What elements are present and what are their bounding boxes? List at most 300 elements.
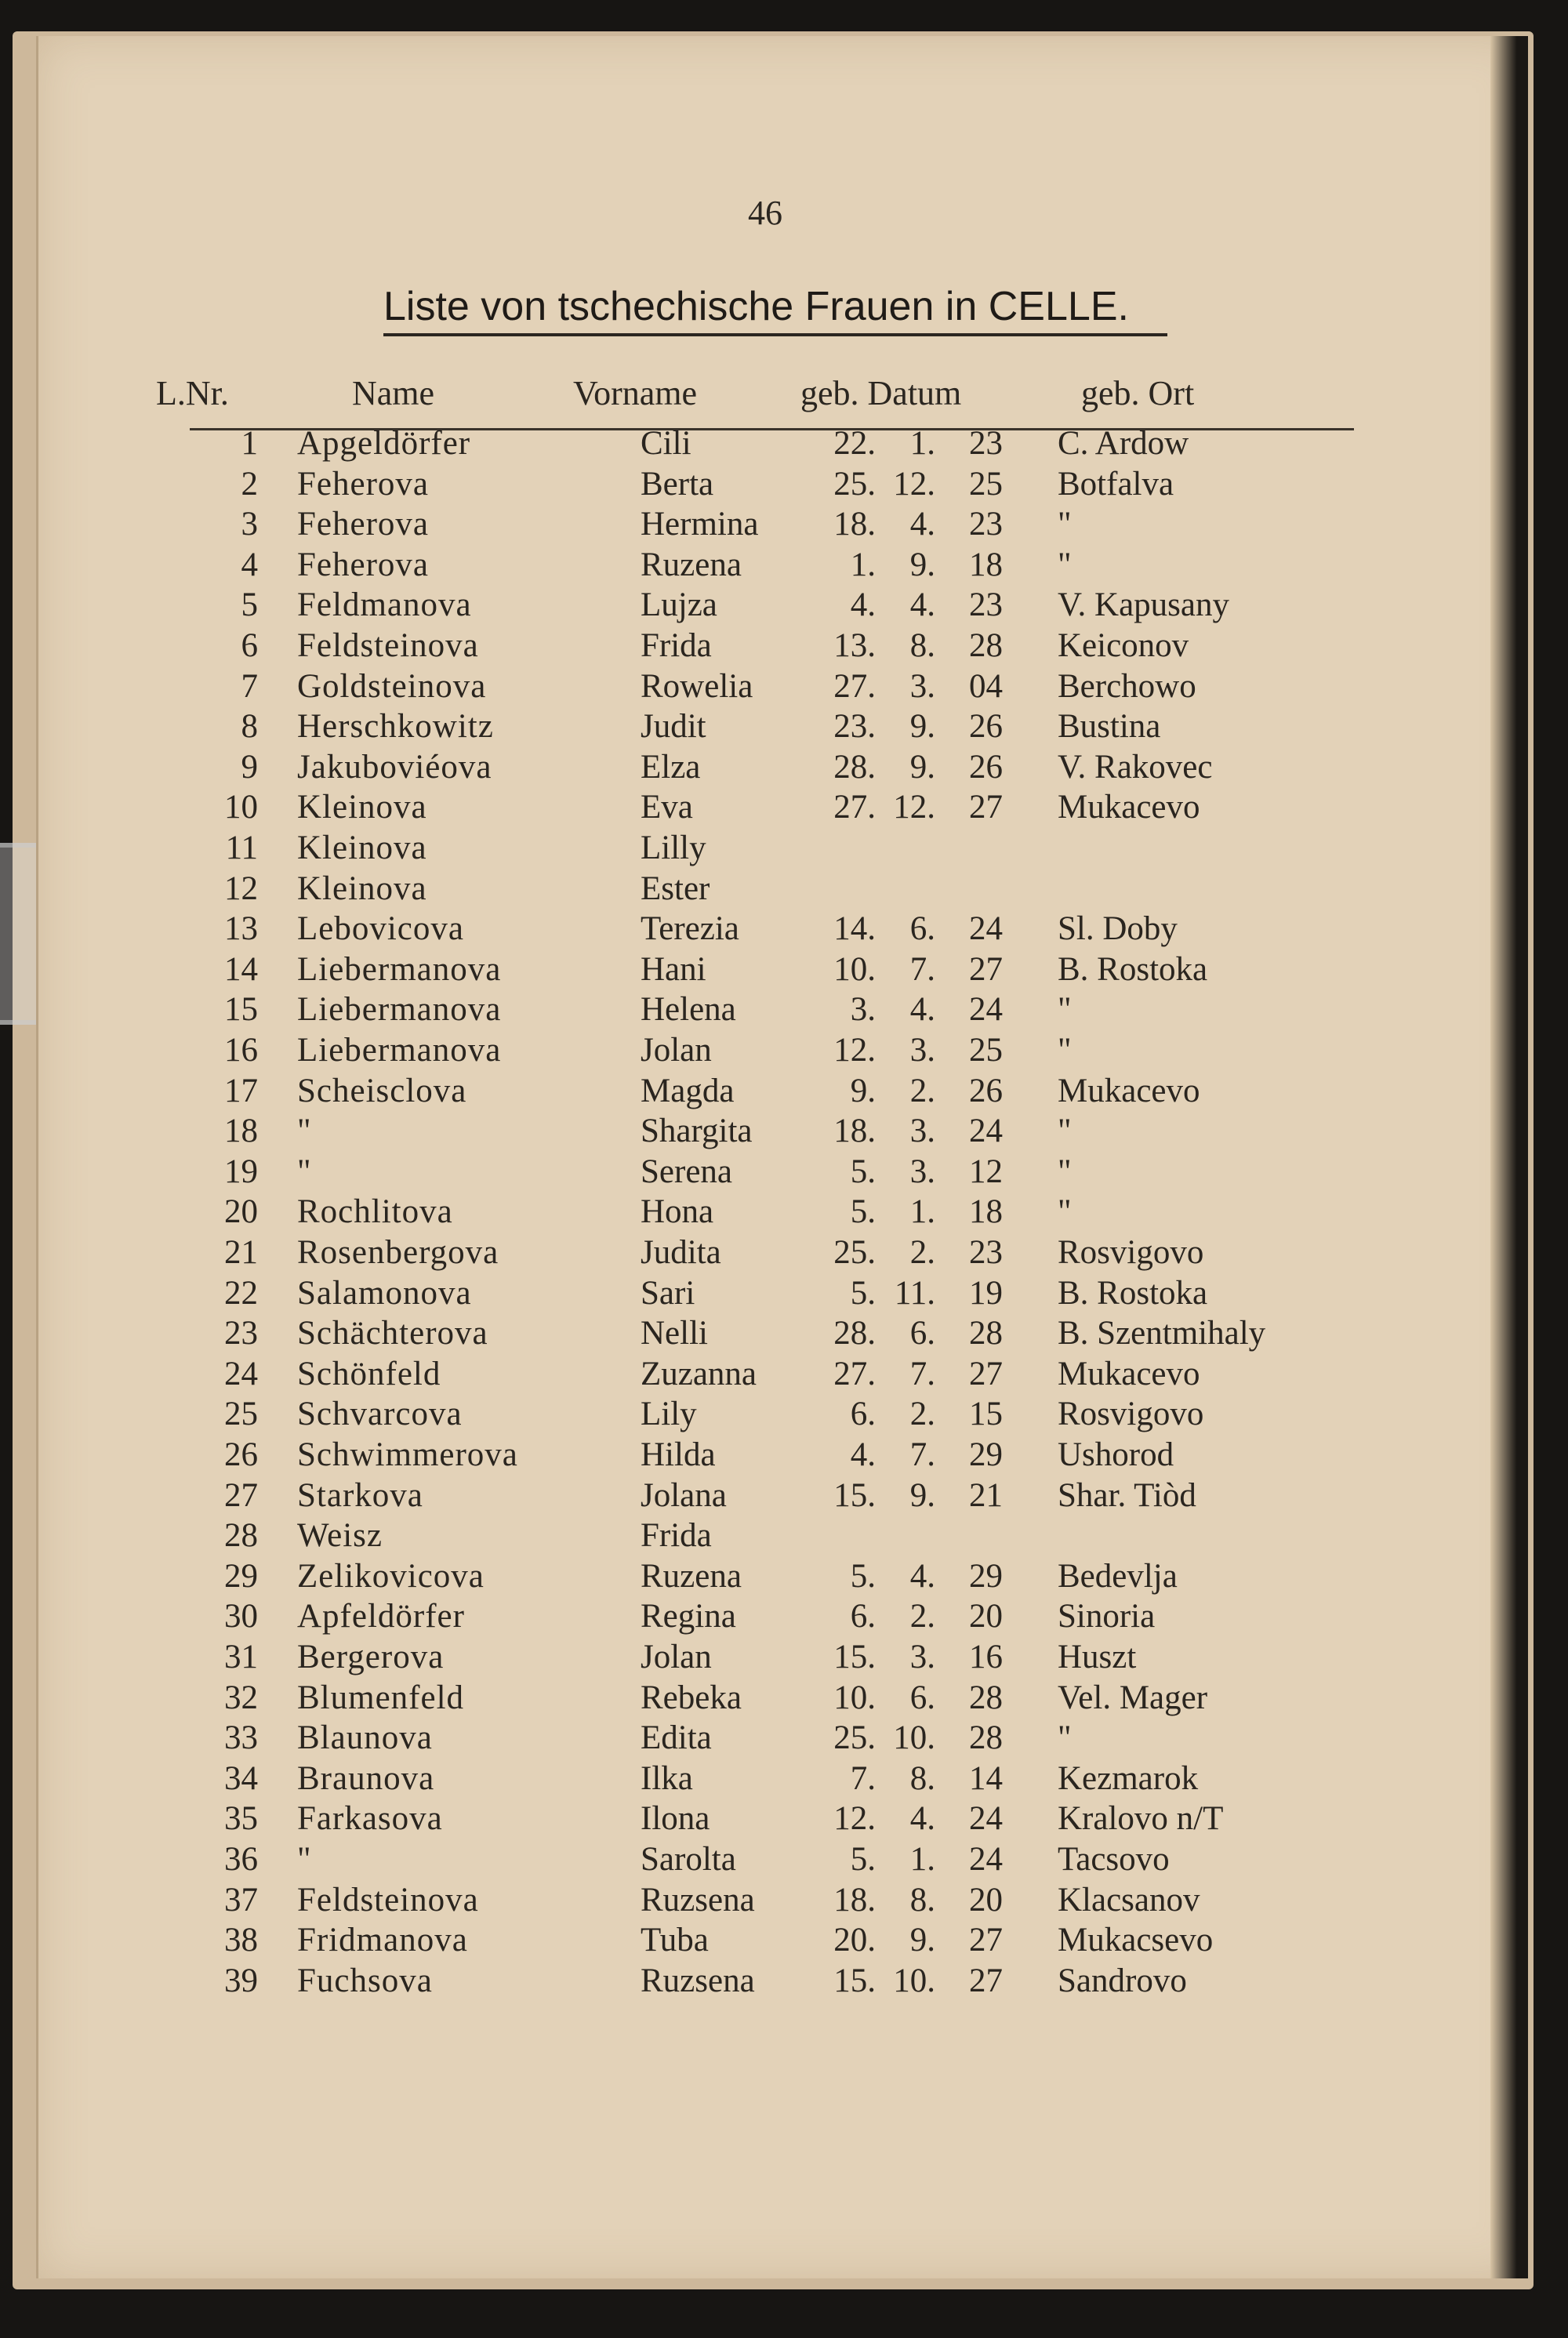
row-birth-year: 16	[969, 1639, 1003, 1675]
row-number: 22	[224, 1274, 258, 1312]
table-row	[38, 1597, 1528, 1637]
row-birth-month: 4.	[909, 586, 935, 624]
row-birth-year: 18	[969, 546, 1003, 583]
row-vorname: Judit	[641, 708, 706, 746]
row-birth-place: Rosvigovo	[1058, 1396, 1204, 1433]
row-birth-day: 5.	[850, 1557, 876, 1595]
table-row	[38, 1112, 1528, 1152]
row-name: Zelikovicova	[297, 1557, 485, 1595]
table-row	[38, 1031, 1528, 1071]
row-vorname: Ilka	[641, 1759, 693, 1797]
row-vorname: Ilona	[641, 1800, 710, 1838]
row-birth-year: 04	[969, 667, 1003, 705]
row-vorname: Ester	[641, 869, 710, 907]
row-number: 11	[225, 830, 258, 866]
row-name: Goldsteinova	[297, 667, 487, 705]
row-name: Feherova	[297, 465, 429, 503]
row-vorname: Ruzsena	[641, 1962, 755, 1999]
row-birth-place: Huszt	[1058, 1639, 1137, 1675]
row-vorname: Nelli	[641, 1315, 708, 1352]
row-birth-place: Mukacevo	[1058, 1072, 1200, 1109]
row-birth-day: 15.	[833, 1476, 876, 1514]
table-row	[38, 424, 1528, 464]
row-birth-month: 10.	[893, 1719, 935, 1757]
row-name: Schächterova	[297, 1315, 488, 1352]
row-name: Kleinova	[297, 789, 427, 826]
row-birth-year: 20	[969, 1881, 1003, 1919]
row-birth-year: 12	[969, 1153, 1003, 1190]
row-birth-place: "	[1058, 1193, 1072, 1231]
row-number: 9	[241, 748, 258, 786]
row-vorname: Shargita	[641, 1113, 753, 1150]
row-vorname: Sarolta	[641, 1841, 736, 1878]
table-row	[38, 1355, 1528, 1395]
row-vorname: Cili	[641, 425, 691, 462]
row-birth-month: 3.	[909, 1153, 935, 1190]
row-birth-month: 6.	[909, 1679, 935, 1716]
row-name: Liebermanova	[297, 1032, 502, 1069]
row-birth-place: Mukacevo	[1058, 1355, 1200, 1392]
row-name: Feherova	[297, 546, 429, 583]
row-birth-year: 24	[969, 991, 1003, 1029]
row-birth-month: 3.	[909, 1113, 935, 1150]
row-birth-month: 9.	[909, 1922, 935, 1959]
table-row	[38, 1759, 1528, 1799]
row-birth-place: "	[1058, 506, 1072, 543]
row-birth-month: 3.	[909, 1639, 935, 1675]
table-row	[38, 1516, 1528, 1556]
table-row	[38, 1638, 1528, 1678]
row-name: Bergerova	[297, 1639, 445, 1675]
row-vorname: Ruzena	[641, 546, 742, 583]
row-birth-place: "	[1058, 1032, 1072, 1069]
row-number: 1	[241, 425, 258, 462]
row-birth-year: 26	[969, 1072, 1003, 1109]
row-name: Schwimmerova	[297, 1436, 518, 1473]
row-name: Rosenbergova	[297, 1234, 499, 1271]
row-birth-month: 9.	[909, 1476, 935, 1514]
row-birth-month: 12.	[893, 465, 935, 503]
table-row	[38, 1436, 1528, 1476]
row-name: Apgeldörfer	[297, 425, 471, 462]
row-birth-year: 23	[969, 1234, 1003, 1271]
row-vorname: Jolan	[641, 1639, 712, 1675]
row-name: Feherova	[297, 506, 429, 543]
row-birth-month: 4.	[909, 991, 935, 1029]
row-vorname: Sari	[641, 1274, 695, 1312]
row-name: Kleinova	[297, 869, 427, 907]
table-row	[38, 1233, 1528, 1273]
row-number: 6	[241, 627, 258, 664]
row-birth-place: V. Kapusany	[1058, 586, 1229, 624]
row-birth-year: 21	[969, 1476, 1003, 1514]
row-birth-year: 28	[969, 1679, 1003, 1716]
row-number: 31	[224, 1639, 258, 1675]
row-birth-place: B. Rostoka	[1058, 1274, 1208, 1312]
row-vorname: Hani	[641, 950, 706, 988]
table-row	[38, 626, 1528, 666]
row-birth-month: 6.	[909, 910, 935, 948]
row-birth-month: 12.	[893, 789, 935, 826]
row-birth-year: 26	[969, 748, 1003, 786]
table-row	[38, 586, 1528, 626]
row-vorname: Eva	[641, 789, 693, 826]
row-vorname: Jolana	[641, 1476, 727, 1514]
row-name: Salamonova	[297, 1274, 472, 1312]
row-birth-year: 24	[969, 1113, 1003, 1150]
table-row	[38, 1274, 1528, 1314]
row-birth-year: 24	[969, 1800, 1003, 1838]
row-birth-month: 3.	[909, 667, 935, 705]
table-row	[38, 465, 1528, 505]
row-birth-day: 10.	[833, 1679, 876, 1716]
row-birth-month: 2.	[909, 1072, 935, 1109]
row-name: "	[297, 1113, 312, 1150]
header-nr: L.Nr.	[156, 374, 229, 412]
row-birth-month: 9.	[909, 546, 935, 583]
row-birth-month: 1.	[909, 425, 935, 462]
row-vorname: Lujza	[641, 586, 717, 624]
row-name: Liebermanova	[297, 950, 502, 988]
row-birth-day: 3.	[850, 991, 876, 1029]
row-birth-year: 28	[969, 1719, 1003, 1757]
row-birth-place: Kralovo n/T	[1058, 1800, 1224, 1838]
row-birth-day: 14.	[833, 910, 876, 948]
row-birth-place: Sinoria	[1058, 1598, 1156, 1636]
row-birth-year: 23	[969, 506, 1003, 543]
row-birth-month: 3.	[909, 1032, 935, 1069]
row-number: 13	[224, 910, 258, 948]
row-birth-year: 23	[969, 586, 1003, 624]
row-birth-place: Sandrovo	[1058, 1962, 1187, 1999]
table-row	[38, 1719, 1528, 1759]
row-birth-place: "	[1058, 1153, 1072, 1190]
row-birth-place: "	[1058, 1113, 1072, 1150]
row-birth-day: 25.	[833, 465, 876, 503]
row-number: 35	[224, 1800, 258, 1838]
row-birth-place: B. Szentmihaly	[1058, 1315, 1266, 1352]
page-number: 46	[748, 194, 782, 232]
row-birth-month: 2.	[909, 1234, 935, 1271]
row-birth-month: 1.	[909, 1193, 935, 1231]
row-vorname: Lilly	[641, 830, 706, 866]
row-name: Jakuboviéova	[297, 748, 492, 786]
table-row	[38, 1314, 1528, 1354]
table-row	[38, 909, 1528, 949]
row-birth-place: Shar. Tiòd	[1058, 1476, 1196, 1514]
row-birth-year: 27	[969, 1355, 1003, 1392]
row-birth-month: 10.	[893, 1962, 935, 1999]
row-vorname: Berta	[641, 465, 714, 503]
row-vorname: Ruzsena	[641, 1881, 755, 1919]
row-birth-place: Mukacsevo	[1058, 1922, 1214, 1959]
row-birth-place: Tacsovo	[1058, 1841, 1170, 1878]
table-row	[38, 546, 1528, 586]
row-birth-year: 25	[969, 1032, 1003, 1069]
row-birth-place: C. Ardow	[1058, 425, 1189, 462]
row-birth-place: "	[1058, 546, 1072, 583]
row-name: Weisz	[297, 1517, 383, 1555]
row-number: 17	[224, 1072, 258, 1109]
row-birth-month: 8.	[909, 1881, 935, 1919]
row-vorname: Judita	[641, 1234, 721, 1271]
table-row	[38, 950, 1528, 990]
row-birth-place: Berchowo	[1058, 667, 1196, 705]
row-number: 39	[224, 1962, 258, 1999]
row-birth-place: Bedevlja	[1058, 1557, 1178, 1595]
row-name: Blaunova	[297, 1719, 433, 1757]
row-number: 34	[224, 1759, 258, 1797]
table-row	[38, 667, 1528, 707]
row-birth-day: 28.	[833, 1315, 876, 1352]
row-birth-day: 12.	[833, 1032, 876, 1069]
row-birth-day: 22.	[833, 425, 876, 462]
header-vorname: Vorname	[573, 374, 698, 412]
row-birth-month: 4.	[909, 1557, 935, 1595]
row-number: 10	[224, 789, 258, 826]
row-birth-month: 4.	[909, 506, 935, 543]
row-birth-day: 18.	[833, 1881, 876, 1919]
row-birth-place: Mukacevo	[1058, 789, 1200, 826]
row-number: 26	[224, 1436, 258, 1473]
row-birth-month: 1.	[909, 1841, 935, 1878]
row-name: Braunova	[297, 1759, 435, 1797]
row-vorname: Edita	[641, 1719, 712, 1757]
table-row	[38, 1840, 1528, 1880]
row-birth-year: 24	[969, 1841, 1003, 1878]
row-number: 7	[241, 667, 258, 705]
row-birth-year: 29	[969, 1557, 1003, 1595]
row-name: Schönfeld	[297, 1355, 441, 1392]
table-row	[38, 1921, 1528, 1961]
row-vorname: Hona	[641, 1193, 714, 1231]
row-vorname: Hermina	[641, 506, 759, 543]
header-name: Name	[352, 374, 435, 412]
row-name: Lebovicova	[297, 910, 464, 948]
row-birth-month: 9.	[909, 748, 935, 786]
row-birth-day: 20.	[833, 1922, 876, 1959]
row-birth-day: 27.	[833, 1355, 876, 1392]
table-row	[38, 1557, 1528, 1597]
row-birth-day: 4.	[850, 586, 876, 624]
row-name: Feldmanova	[297, 586, 472, 624]
table-row	[38, 1153, 1528, 1193]
row-vorname: Zuzanna	[641, 1355, 757, 1392]
row-number: 29	[224, 1557, 258, 1595]
row-birth-place: V. Rakovec	[1058, 748, 1213, 786]
row-birth-day: 9.	[850, 1072, 876, 1109]
row-vorname: Frida	[641, 1517, 712, 1555]
row-number: 37	[224, 1881, 258, 1919]
table-row	[38, 1799, 1528, 1839]
row-number: 36	[224, 1841, 258, 1878]
row-birth-year: 27	[969, 1962, 1003, 1999]
row-birth-day: 7.	[850, 1759, 876, 1797]
row-vorname: Frida	[641, 627, 712, 664]
row-birth-month: 4.	[909, 1800, 935, 1838]
row-birth-day: 6.	[850, 1396, 876, 1433]
row-birth-day: 13.	[833, 627, 876, 664]
row-birth-month: 2.	[909, 1598, 935, 1636]
row-birth-year: 23	[969, 425, 1003, 462]
row-number: 18	[224, 1113, 258, 1150]
row-birth-day: 5.	[850, 1193, 876, 1231]
row-birth-day: 15.	[833, 1962, 876, 1999]
table-row	[38, 990, 1528, 1030]
row-number: 27	[224, 1476, 258, 1514]
table-row	[38, 1476, 1528, 1516]
row-vorname: Terezia	[641, 910, 739, 948]
row-number: 5	[241, 586, 258, 624]
row-birth-place: Botfalva	[1058, 465, 1174, 503]
row-birth-month: 8.	[909, 627, 935, 664]
row-name: "	[297, 1841, 312, 1878]
row-birth-year: 15	[969, 1396, 1003, 1433]
row-name: Herschkowitz	[297, 708, 494, 746]
row-birth-month: 7.	[909, 950, 935, 988]
row-vorname: Hilda	[641, 1436, 716, 1473]
row-vorname: Tuba	[641, 1922, 709, 1959]
row-number: 20	[224, 1193, 258, 1231]
row-name: Fuchsova	[297, 1962, 433, 1999]
row-vorname: Ruzena	[641, 1557, 742, 1595]
row-birth-day: 12.	[833, 1800, 876, 1838]
row-birth-day: 18.	[833, 506, 876, 543]
row-birth-month: 11.	[894, 1274, 935, 1312]
row-birth-year: 26	[969, 708, 1003, 746]
table-row	[38, 505, 1528, 545]
row-birth-month: 7.	[909, 1355, 935, 1392]
row-birth-day: 5.	[850, 1841, 876, 1878]
row-birth-year: 20	[969, 1598, 1003, 1636]
row-birth-day: 10.	[833, 950, 876, 988]
row-birth-place: Bustina	[1058, 708, 1161, 746]
row-vorname: Helena	[641, 991, 736, 1029]
row-birth-day: 6.	[850, 1598, 876, 1636]
row-birth-year: 28	[969, 1315, 1003, 1352]
row-birth-place: B. Rostoka	[1058, 950, 1208, 988]
row-name: Scheisclova	[297, 1072, 467, 1109]
row-number: 3	[241, 506, 258, 543]
table-row	[38, 1072, 1528, 1112]
row-birth-year: 25	[969, 465, 1003, 503]
row-number: 38	[224, 1922, 258, 1959]
row-birth-year: 27	[969, 1922, 1003, 1959]
page-title: Liste von tschechische Frauen in CELLE.	[383, 283, 1167, 336]
row-number: 14	[224, 950, 258, 988]
row-birth-day: 27.	[833, 667, 876, 705]
row-birth-day: 15.	[833, 1639, 876, 1675]
row-birth-day: 25.	[833, 1719, 876, 1757]
row-birth-year: 18	[969, 1193, 1003, 1231]
row-birth-day: 5.	[850, 1153, 876, 1190]
row-birth-day: 23.	[833, 708, 876, 746]
row-name: Blumenfeld	[297, 1679, 465, 1716]
table-row	[38, 829, 1528, 869]
row-number: 2	[241, 465, 258, 503]
row-birth-year: 24	[969, 910, 1003, 948]
row-birth-place: Sl. Doby	[1058, 910, 1178, 948]
header-geb-datum: geb. Datum	[800, 374, 962, 412]
row-number: 16	[224, 1032, 258, 1069]
row-birth-place: Rosvigovo	[1058, 1234, 1204, 1271]
table-row	[38, 1881, 1528, 1921]
row-birth-year: 29	[969, 1436, 1003, 1473]
table-row	[38, 1395, 1528, 1435]
row-number: 32	[224, 1679, 258, 1716]
row-name: Liebermanova	[297, 991, 502, 1029]
row-name: Farkasova	[297, 1800, 443, 1838]
row-name: Fridmanova	[297, 1922, 468, 1959]
row-name: Feldsteinova	[297, 1881, 479, 1919]
row-name: Kleinova	[297, 830, 427, 866]
row-birth-day: 4.	[850, 1436, 876, 1473]
table-row	[38, 1679, 1528, 1719]
row-vorname: Elza	[641, 748, 701, 786]
row-number: 8	[241, 708, 258, 746]
row-birth-place: "	[1058, 1719, 1072, 1757]
row-birth-year: 28	[969, 627, 1003, 664]
row-birth-year: 14	[969, 1759, 1003, 1797]
row-birth-month: 8.	[909, 1759, 935, 1797]
header-geb-ort: geb. Ort	[1081, 374, 1195, 412]
row-birth-place: Klacsanov	[1058, 1881, 1200, 1919]
row-birth-month: 7.	[909, 1436, 935, 1473]
row-number: 24	[224, 1355, 258, 1392]
row-birth-month: 6.	[909, 1315, 935, 1352]
row-birth-day: 27.	[833, 789, 876, 826]
table-row	[38, 1193, 1528, 1233]
row-birth-month: 9.	[909, 708, 935, 746]
row-name: Feldsteinova	[297, 627, 479, 664]
row-birth-day: 18.	[833, 1113, 876, 1150]
row-birth-place: Vel. Mager	[1058, 1679, 1208, 1716]
row-birth-day: 5.	[850, 1274, 876, 1312]
row-birth-day: 25.	[833, 1234, 876, 1271]
row-vorname: Lily	[641, 1396, 697, 1433]
row-number: 30	[224, 1598, 258, 1636]
row-birth-place: Ushorod	[1058, 1436, 1174, 1473]
row-birth-place: Kezmarok	[1058, 1759, 1199, 1797]
row-number: 25	[224, 1396, 258, 1433]
row-number: 15	[224, 991, 258, 1029]
row-number: 21	[224, 1234, 258, 1271]
document-page	[36, 36, 1528, 2278]
row-birth-day: 28.	[833, 748, 876, 786]
row-number: 19	[224, 1153, 258, 1190]
row-number: 12	[224, 869, 258, 907]
table-row	[38, 748, 1528, 788]
row-number: 28	[224, 1517, 258, 1555]
row-name: Apfeldörfer	[297, 1598, 465, 1636]
row-birth-place: Keiconov	[1058, 627, 1189, 664]
row-number: 4	[241, 546, 258, 583]
row-name: "	[297, 1153, 312, 1190]
row-birth-month: 2.	[909, 1396, 935, 1433]
table-row	[38, 869, 1528, 909]
table-row	[38, 707, 1528, 747]
row-birth-year: 27	[969, 950, 1003, 988]
table-row	[38, 788, 1528, 828]
row-name: Rochlitova	[297, 1193, 453, 1231]
row-vorname: Magda	[641, 1072, 735, 1109]
row-vorname: Jolan	[641, 1032, 712, 1069]
table-row	[38, 1962, 1528, 2002]
row-number: 33	[224, 1719, 258, 1757]
row-birth-year: 27	[969, 789, 1003, 826]
row-vorname: Serena	[641, 1153, 732, 1190]
row-name: Starkova	[297, 1476, 423, 1514]
